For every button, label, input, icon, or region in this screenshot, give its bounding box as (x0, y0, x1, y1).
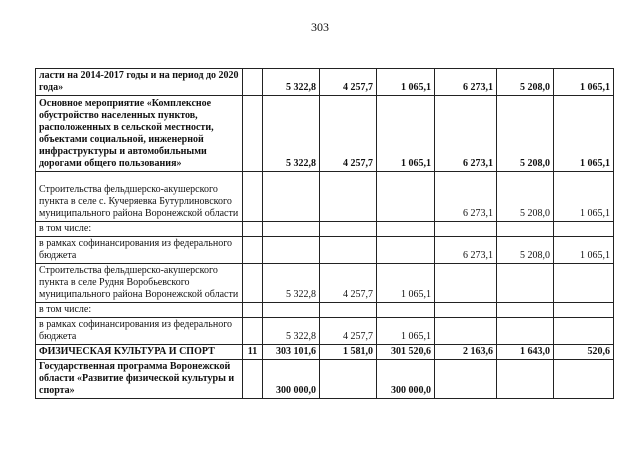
row-value-cell (435, 222, 497, 237)
row-value-cell: 5 322,8 (263, 96, 320, 172)
row-value-cell: 520,6 (554, 345, 614, 360)
row-value-cell: 4 257,7 (320, 96, 377, 172)
table-row (36, 345, 614, 360)
row-code-cell (243, 222, 263, 237)
row-value-cell: 6 273,1 (435, 69, 497, 96)
row-value-cell (554, 318, 614, 345)
row-value-cell: 1 581,0 (320, 345, 377, 360)
table-row (36, 303, 614, 318)
row-value-cell: 1 065,1 (554, 69, 614, 96)
row-value-cell: 6 273,1 (435, 237, 497, 264)
row-value-cell: 6 273,1 (435, 96, 497, 172)
row-value-cell: 5 322,8 (263, 264, 320, 303)
row-value-cell (320, 237, 377, 264)
table-row (36, 222, 614, 237)
row-value-cell (377, 303, 435, 318)
row-value-cell: 300 000,0 (263, 360, 320, 399)
row-value-cell: 4 257,7 (320, 264, 377, 303)
row-value-cell (435, 318, 497, 345)
row-value-cell (554, 303, 614, 318)
row-value-cell (554, 264, 614, 303)
table-row (36, 172, 614, 222)
row-value-cell (497, 318, 554, 345)
row-name-cell: в том числе: (36, 222, 243, 237)
row-value-cell: 1 643,0 (497, 345, 554, 360)
row-name-cell: ФИЗИЧЕСКАЯ КУЛЬТУРА И СПОРТ (36, 345, 243, 360)
row-value-cell (435, 360, 497, 399)
row-name-cell: в рамках софинансирования из федерального бюджета (36, 237, 243, 264)
row-value-cell (377, 172, 435, 222)
row-name-cell: Основное мероприятие «Комплексное обустройство населенных пунктов, расположенных в сельской местности, объектами социальной, инженерной инфраструктуры и автомобильными дорогами общего пользования» (36, 96, 243, 172)
row-value-cell: 1 065,1 (554, 237, 614, 264)
row-value-cell: 2 163,6 (435, 345, 497, 360)
row-value-cell: 1 065,1 (554, 172, 614, 222)
row-value-cell (263, 222, 320, 237)
row-code-cell: 11 (243, 345, 263, 360)
row-code-cell (243, 237, 263, 264)
row-code-cell (243, 303, 263, 318)
table-row (36, 318, 614, 345)
table-row (36, 96, 614, 172)
row-value-cell: 5 208,0 (497, 96, 554, 172)
page-number: 303 (311, 20, 329, 34)
row-name-cell: Строительства фельдшерско-акушерского пункта в селе с. Кучеряевка Бутурлиновского муниципального района Воронежской области (36, 172, 243, 222)
row-value-cell: 1 065,1 (377, 264, 435, 303)
row-value-cell: 1 065,1 (554, 96, 614, 172)
row-value-cell: 1 065,1 (377, 318, 435, 345)
row-value-cell: 6 273,1 (435, 172, 497, 222)
row-code-cell (243, 264, 263, 303)
row-value-cell (263, 237, 320, 264)
row-value-cell: 1 065,1 (377, 69, 435, 96)
row-value-cell: 1 065,1 (377, 96, 435, 172)
row-value-cell (377, 237, 435, 264)
row-value-cell (377, 222, 435, 237)
table-row (36, 237, 614, 264)
row-value-cell (320, 222, 377, 237)
row-code-cell (243, 318, 263, 345)
table-body (36, 69, 614, 399)
row-value-cell: 301 520,6 (377, 345, 435, 360)
row-name-cell: Строительства фельдшерско-акушерского пункта в селе Рудня Воробьевского муниципального района Воронежской области (36, 264, 243, 303)
row-value-cell (320, 172, 377, 222)
row-name-cell: в рамках софинансирования из федерального бюджета (36, 318, 243, 345)
row-name-cell: Государственная программа Воронежской области «Развитие физической культуры и спорта» (36, 360, 243, 399)
row-value-cell: 5 322,8 (263, 318, 320, 345)
row-value-cell: 5 208,0 (497, 237, 554, 264)
row-value-cell (497, 303, 554, 318)
row-value-cell (554, 222, 614, 237)
row-value-cell: 300 000,0 (377, 360, 435, 399)
row-code-cell (243, 96, 263, 172)
row-value-cell: 303 101,6 (263, 345, 320, 360)
table-row (36, 69, 614, 96)
table-row (36, 360, 614, 399)
row-code-cell (243, 360, 263, 399)
row-value-cell: 5 322,8 (263, 69, 320, 96)
row-name-cell: ласти на 2014-2017 годы и на период до 2020 года» (36, 69, 243, 96)
row-value-cell: 4 257,7 (320, 69, 377, 96)
row-value-cell (263, 172, 320, 222)
row-value-cell (497, 222, 554, 237)
row-code-cell (243, 69, 263, 96)
row-value-cell (497, 360, 554, 399)
row-value-cell (554, 360, 614, 399)
row-value-cell (435, 303, 497, 318)
row-value-cell (320, 360, 377, 399)
row-code-cell (243, 172, 263, 222)
table-row (36, 264, 614, 303)
row-value-cell: 5 208,0 (497, 69, 554, 96)
row-value-cell (263, 303, 320, 318)
row-value-cell: 4 257,7 (320, 318, 377, 345)
budget-table (35, 68, 614, 399)
row-value-cell (435, 264, 497, 303)
row-value-cell (320, 303, 377, 318)
row-name-cell: в том числе: (36, 303, 243, 318)
row-value-cell: 5 208,0 (497, 172, 554, 222)
row-value-cell (497, 264, 554, 303)
